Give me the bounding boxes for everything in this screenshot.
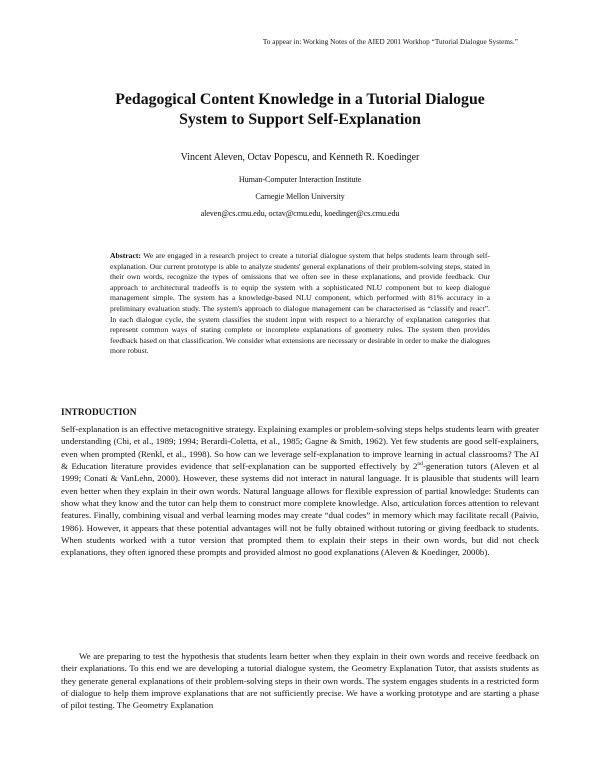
paragraph-1-text-b: -generation tutors (Aleven et al 1999; Conati & VanLehn, 2000). However, these systems did not interact in natural language. It is plausible that students will learn even better when they explain in their own words. Natural language allows for flexible expression of partial knowledge: Students can show what they know and the tutor can help them to construct more complete knowledge. Also, articulation forces attention to relevant features. Finally, combining visual and verbal learning modes may create “dual codes” in memory which may facilitate recall (Paivio, 1986). However, it appears that these potential advantages will not be fully obtained without tutoring or giving feedback to students. When students worked with a tutor version that prompted them to explain their steps in their own words, but did not check explanations, they often ignored these prompts and provided almost no good explanations (Aleven & Koedinger, 2000b). xyxy=(61,461,539,558)
abstract-text: We are engaged in a research project to create a tutorial dialogue system that helps students learn through self-explanation. Our current prototype is able to analyze students' general explanations of their problem-solving steps, stated in their own words, recognize the types of omissions that we often see in these explanations, and provide feedback. Our approach to architectural tradeoffs is to equip the system with a sophisticated NLU component but to keep dialogue management simple. The system has a knowledge-based NLU component, which performed with 81% accuracy in a preliminary evaluation study. The system's approach to dialogue management can be characterised as “classify and react”. In each dialogue cycle, the system classifies the student input with respect to a hierarchy of explanation categories that represent common ways of stating complete or incomplete explanations of geometry rules. The system then provides feedback based on that classification. We consider what extensions are necessary or desirable in order to make the dialogues more robust. xyxy=(110,251,490,356)
title-line-1: Pedagogical Content Knowledge in a Tutorial Dialogue xyxy=(115,91,485,108)
affiliation-institute: Human-Computer Interaction Institute xyxy=(238,175,362,184)
header-note: To appear in: Working Notes of the AIED 2001 Workhop “Tutorial Dialogue Systems.” xyxy=(262,38,518,46)
authors: Vincent Aleven, Octav Popescu, and Kenneth R. Koedinger xyxy=(180,152,420,163)
section-heading-introduction: INTRODUCTION xyxy=(61,408,137,418)
abstract xyxy=(110,251,490,357)
affiliation-university: Carnegie Mellon University xyxy=(255,192,345,201)
title-line-2: System to Support Self-Explanation xyxy=(179,111,421,128)
intro-paragraph-2: We are preparing to test the hypothesis that students learn better when they explain in their own words and receive feedback on their explanations. To this end we are developing a tutorial dialogue system, the Geometry Explanation Tutor, that assists students as they generate general explanations of their problem-solving steps in their own words. The system engages students in a restricted form of dialogue to help them improve explanations that are not sufficiently precise. We have a working prototype and are starting a phase of pilot testing. The Geometry Explanation xyxy=(61,651,539,711)
paper-title xyxy=(60,90,540,130)
ordinal-superscript: nd xyxy=(417,461,423,468)
author-emails: aleven@cs.cmu.edu, octav@cmu.edu, koedinger@cs.cmu.edu xyxy=(200,209,400,218)
paragraph-1-text-a: Self-explanation is an effective metacognitive strategy. Explaining examples or problem-solving steps helps students learn with greater understanding (Chi, et al., 1989; 1994; Berardi-Coletta, et al., 1985; Gagne & Smith, 1962). Yet few students are good self-explainers, even when prompted (Renkl, et al., 1998). So how can we leverage self-explanation to improve learning in actual classrooms? The AI & Education literature provides evidence that self-explanation can be supported effectively by 2 xyxy=(61,424,539,472)
intro-paragraph-1 xyxy=(61,423,539,559)
abstract-label: Abstract: xyxy=(110,251,141,260)
